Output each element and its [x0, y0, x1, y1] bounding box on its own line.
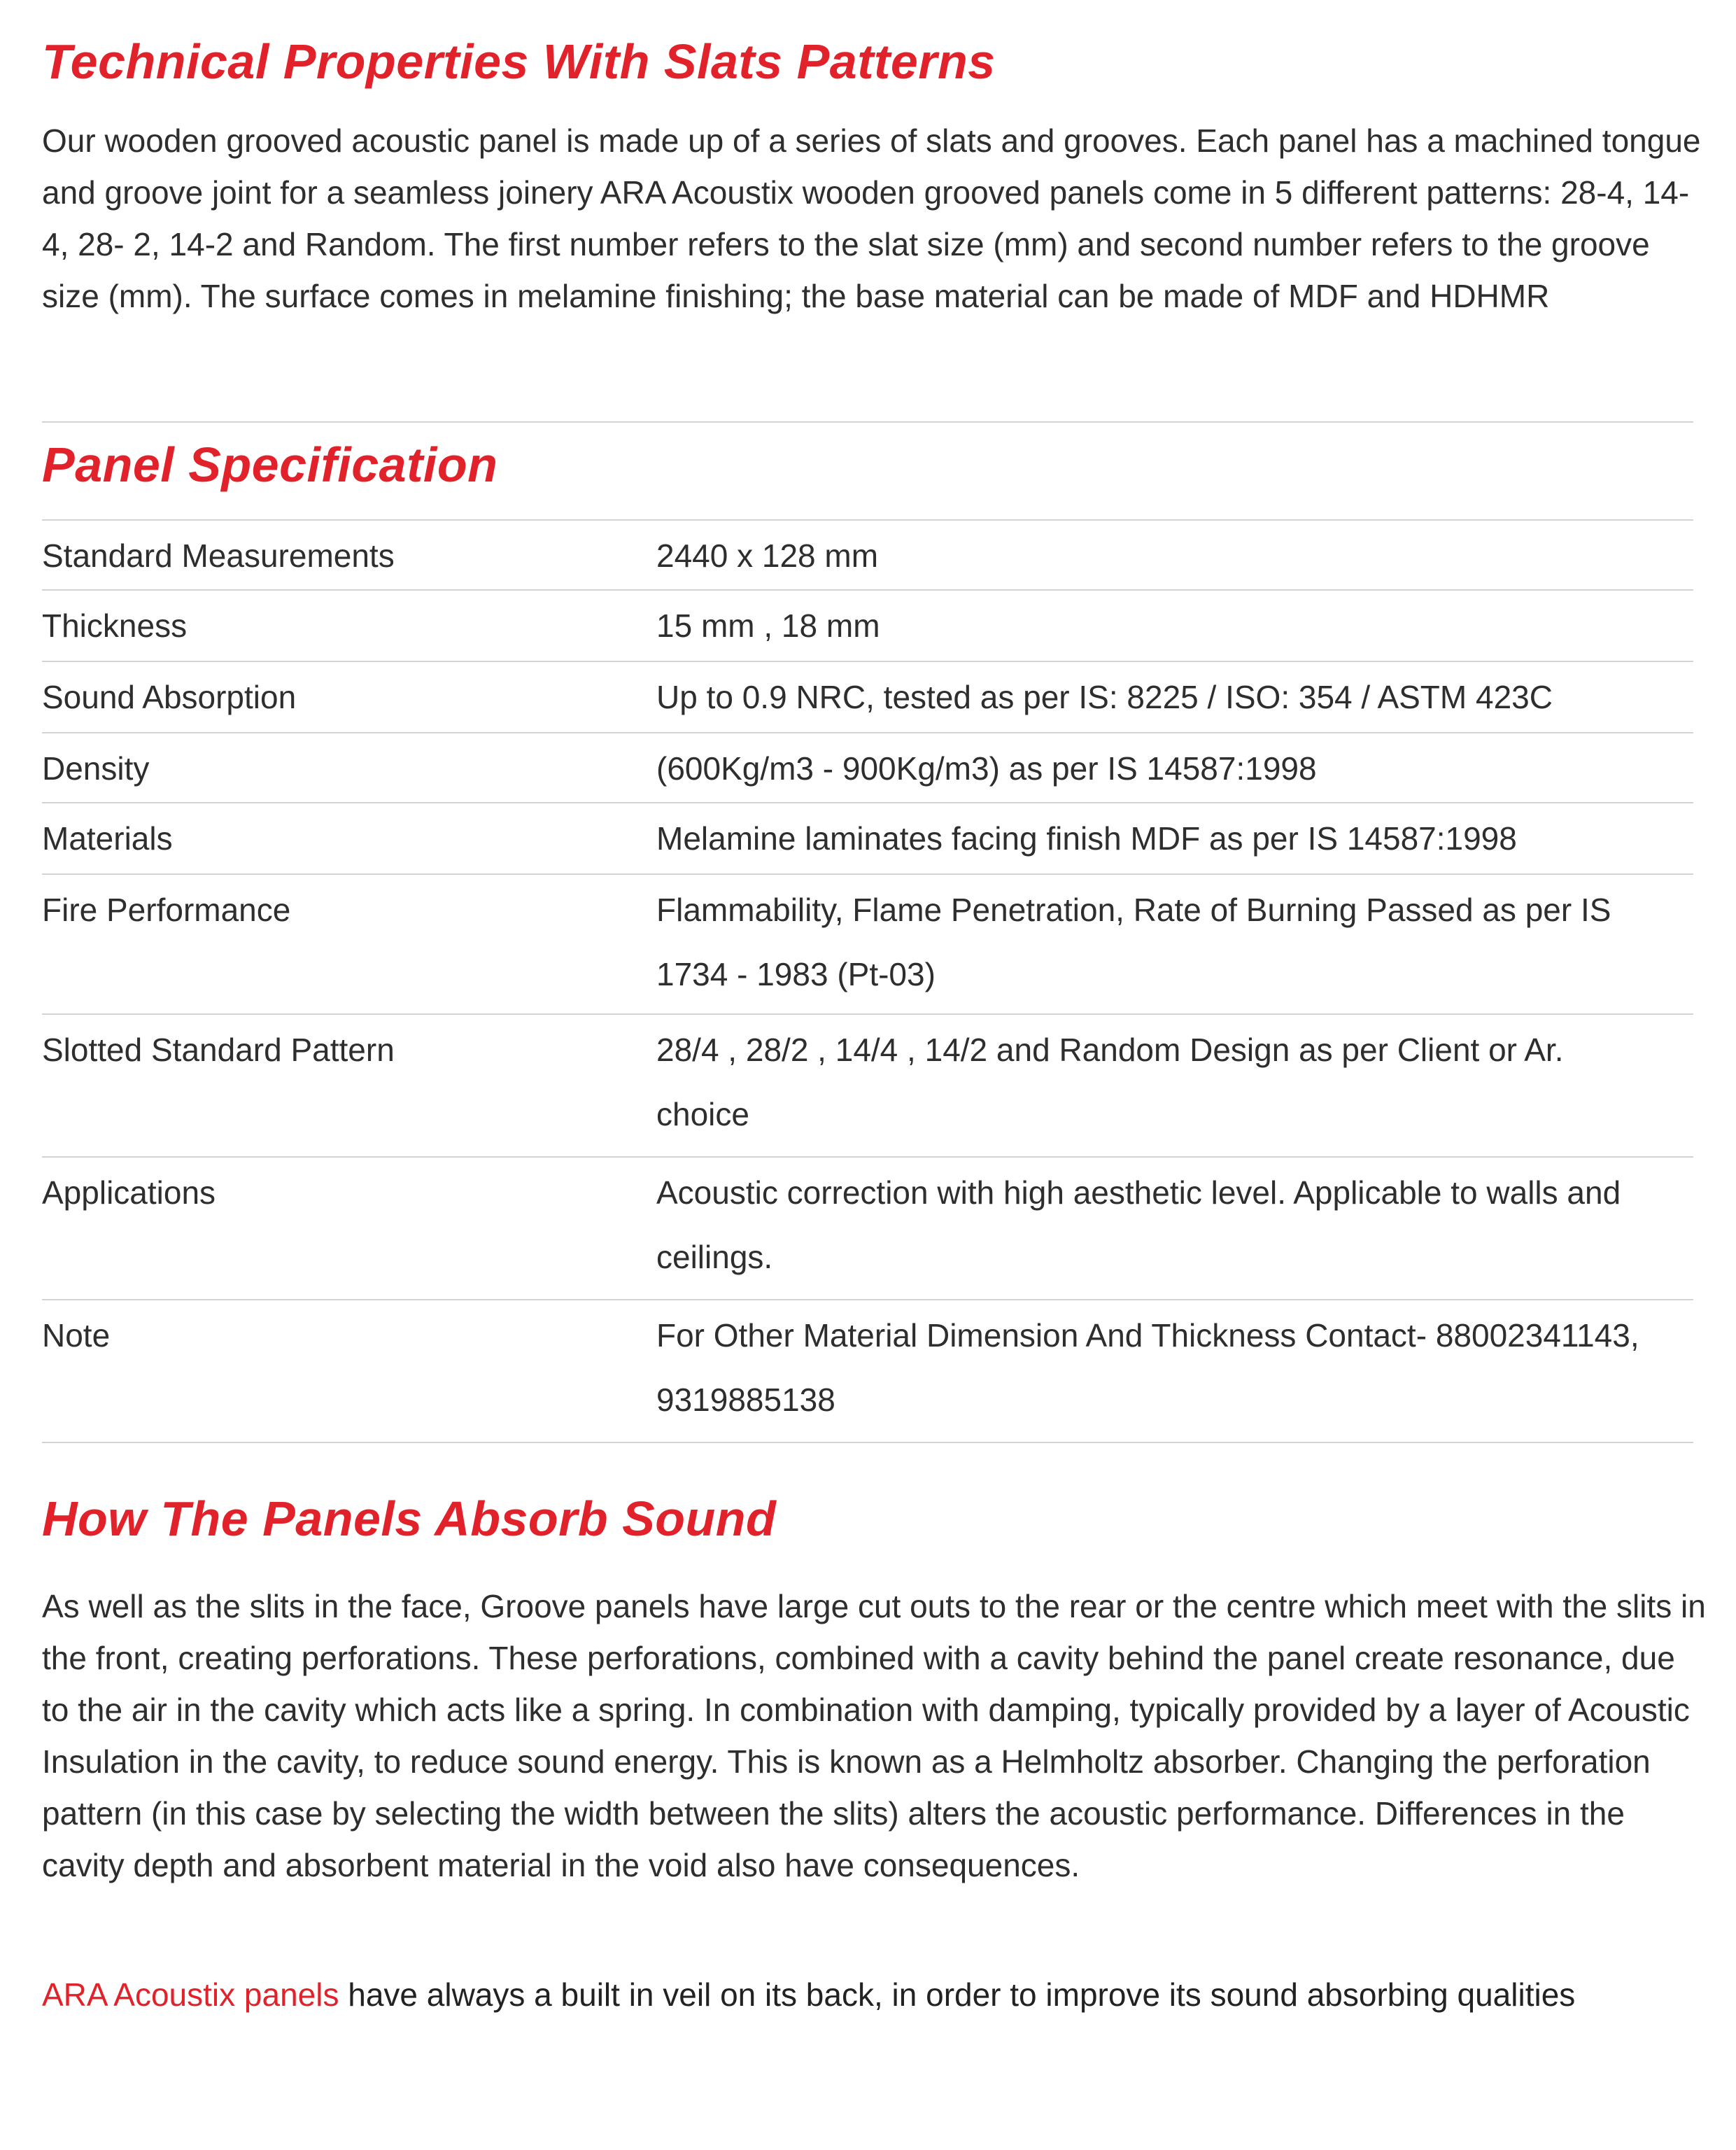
spec-row-density [42, 733, 1693, 803]
spec-row-thickness [42, 591, 1693, 662]
spec-label: Thickness [42, 607, 188, 644]
spec-value: For Other Material Dimension And Thickness Contact- 88002341143, 9319885138 [656, 1317, 1639, 1418]
spec-value: (600Kg/m3 - 900Kg/m3) as per IS 14587:1998 [656, 750, 1317, 787]
spec-value: Flammability, Flame Penetration, Rate of Burning Passed as per IS 1734 - 1983 (Pt-03) [656, 892, 1611, 992]
panel-specification-heading: Panel Specification [42, 437, 498, 492]
veil-note-paragraph [42, 1969, 1707, 2021]
veil-note-text: have always a built in veil on its back, in order to improve its sound absorbing qualities [339, 1976, 1576, 2013]
spec-value: 28/4 , 28/2 , 14/4 , 14/2 and Random Design as per Client or Ar. choice [656, 1032, 1564, 1132]
spec-label: Slotted Standard Pattern [42, 1032, 395, 1068]
technical-properties-paragraph: Our wooden grooved acoustic panel is made up of a series of slats and grooves. Each panel has a machined tongue and groove joint for a seamless joinery ARA Acoustix wooden grooved panels come in 5 different patterns: 28-4, 14-4, 28- 2, 14-2 and Random. The first number refers to the slat size (mm) and second number refers to the groove size (mm). The surface comes in melamine finishing; the base material can be made of MDF and HDHMR [42, 122, 1701, 314]
spec-label: Density [42, 750, 150, 787]
spec-row-fire-performance [42, 875, 1693, 1015]
spec-value: Up to 0.9 NRC, tested as per IS: 8225 / ISO: 354 / ASTM 423C [656, 679, 1553, 715]
spec-value: Melamine laminates facing finish MDF as per IS 14587:1998 [656, 820, 1517, 857]
spec-label: Sound Absorption [42, 679, 297, 715]
spec-label: Applications [42, 1174, 216, 1211]
spec-label: Materials [42, 820, 173, 857]
spec-table [42, 521, 1693, 1443]
spec-label: Fire Performance [42, 892, 291, 928]
spec-row-note [42, 1300, 1693, 1443]
how-panels-absorb-heading: How The Panels Absorb Sound [42, 1491, 777, 1546]
how-panels-absorb-paragraph: As well as the slits in the face, Groove panels have large cut outs to the rear or the centre which meet with the slits in the front, creating perforations. These perforations, combined with a cavity behind the panel create resonance, due to the air in the cavity which acts like a spring. In combination with damping, typically provided by a layer of Acoustic Insulation in the cavity, to reduce sound energy. This is known as a Helmholtz absorber. Changing the perforation pattern (in this case by selecting the width between the slits) alters the acoustic performance. Differences in the cavity depth and absorbent material in the void also have consequences. [42, 1588, 1706, 1883]
spec-label: Note [42, 1317, 111, 1354]
brand-highlight-link[interactable]: ARA Acoustix panels [42, 1976, 339, 2013]
spec-row-standard-measurements [42, 521, 1693, 591]
spec-row-slotted-standard-pattern [42, 1015, 1693, 1158]
spec-row-materials [42, 803, 1693, 875]
spec-row-sound-absorption [42, 662, 1693, 733]
spec-label: Standard Measurements [42, 538, 395, 574]
spec-value: 15 mm , 18 mm [656, 607, 880, 644]
technical-properties-heading: Technical Properties With Slats Patterns [42, 34, 996, 89]
spec-row-applications [42, 1158, 1693, 1300]
spec-value: 2440 x 128 mm [656, 538, 879, 574]
spec-value: Acoustic correction with high aesthetic level. Applicable to walls and ceilings. [656, 1174, 1621, 1275]
section-divider [42, 421, 1693, 423]
